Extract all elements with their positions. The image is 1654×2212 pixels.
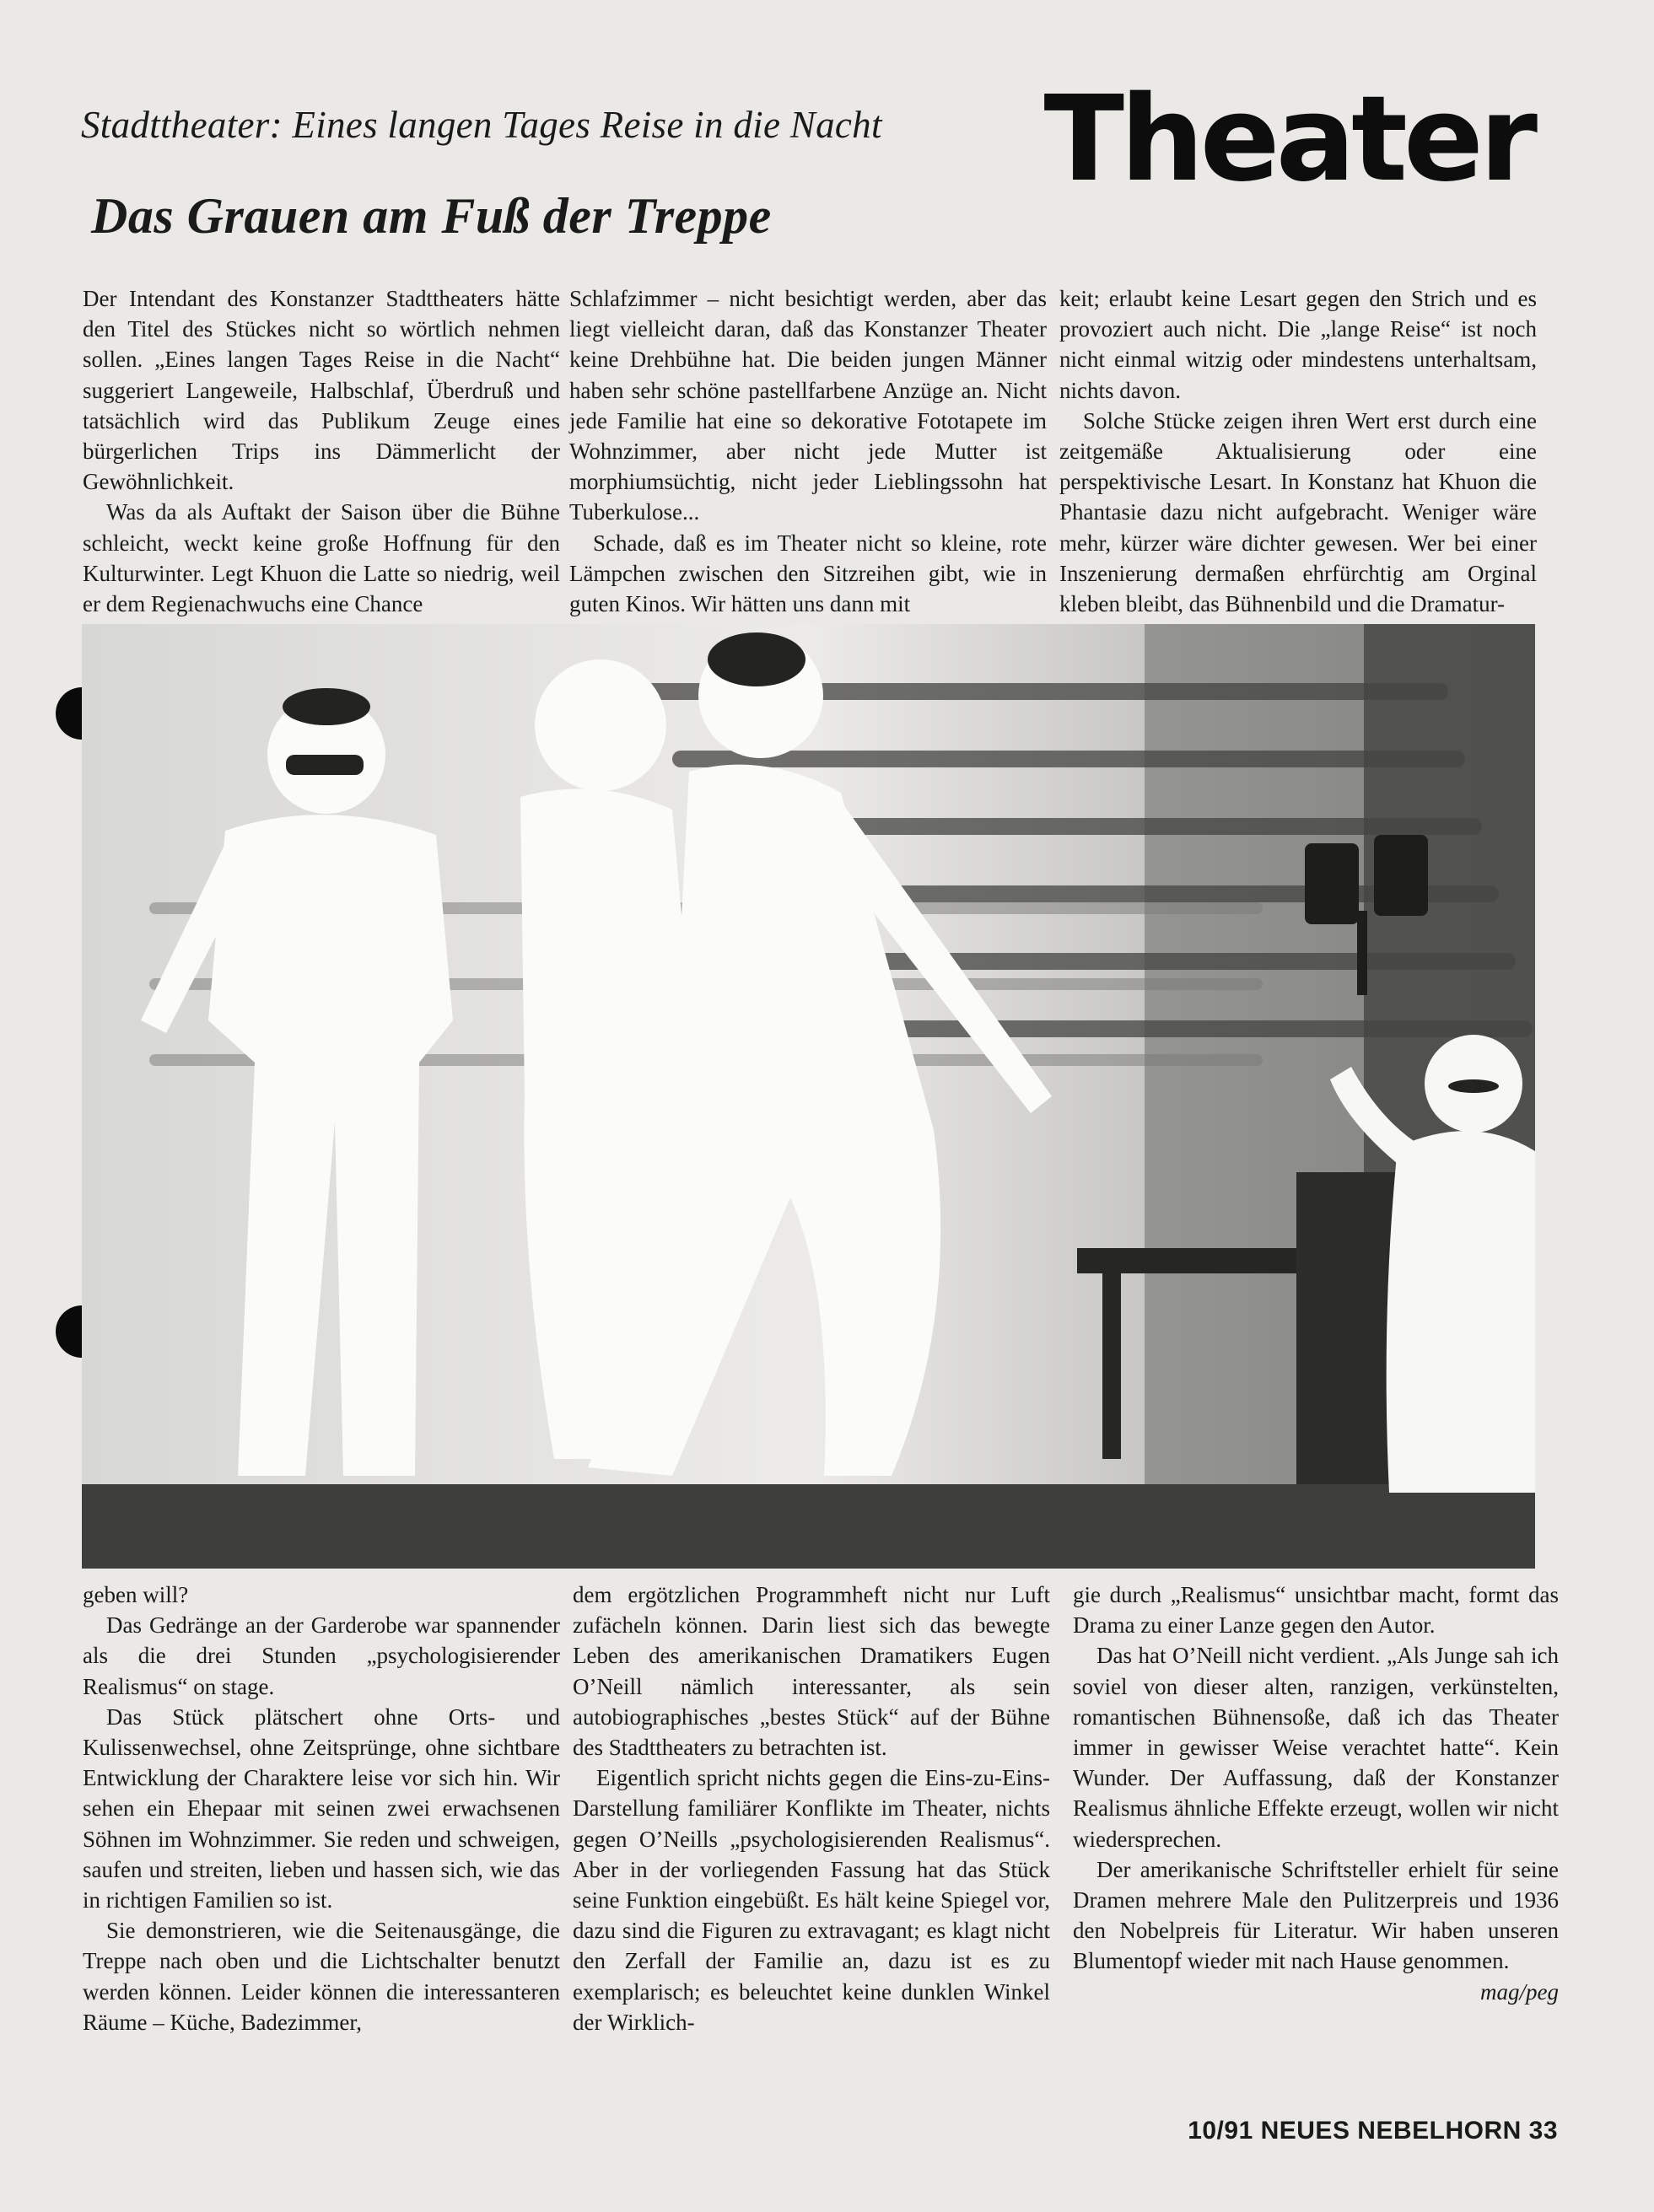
headline: Das Grauen am Fuß der Treppe xyxy=(91,188,772,244)
paragraph: dem ergötzlichen Programmheft nicht nur Luft zufächeln können. Darin liest sich das bewegte Leben des amerikanischen Dramatikers Eugen O’Neill nämlich interessanter, als sein autobiographisches „bestes Stück“ auf der Bühne des Stadttheaters zu betrachten ist. xyxy=(573,1582,1050,1761)
paragraph: Das Gedränge an der Garderobe war spannender als die drei Stunden „psychologisierender Realismus“ on stage. xyxy=(83,1612,560,1699)
text-column-bottom-middle xyxy=(573,1580,1050,2037)
paragraph xyxy=(1073,1854,1559,2005)
paragraph: keit; erlaubt keine Lesart gegen den Strich und es provoziert auch nicht. Die „lange Reise“ ist noch nicht einmal witzig oder mindestens unterhaltsam, nichts davon. xyxy=(1059,286,1537,403)
paragraph: Das hat O’Neill nicht verdient. „Als Junge sah ich soviel von dieser alten, ranzigen, verkünstelten, romantischen Bühnensoße, daß ich das Theater immer in gewisser Weise verachtet hatte“. Kein Wunder. Der Auffassung, daß der Konstanzer Realismus ähnliche Effekte erzeugt, wollen wir nicht wiedersprechen. xyxy=(1073,1643,1559,1852)
stage-photo xyxy=(82,624,1535,1569)
author-signature: mag/peg xyxy=(1480,1978,1559,2005)
paragraph: Solche Stücke zeigen ihren Wert erst durch eine zeitgemäße Aktualisierung oder eine perspektivische Lesart. In Konstanz hat Khuon die Phantasie dazu nicht aufgebracht. Weniger wäre mehr, kürzer wäre dichter gewesen. Wer bei einer Inszenierung dermaßen ehrfürchtig am Orginal kleben bleibt, das Bühnenbild und die Dramatur- xyxy=(1059,407,1537,617)
paragraph: Was da als Auftakt der Saison über die Bühne schleicht, weckt keine große Hoffnung für den Kulturwinter. Legt Khuon die Latte so niedrig, weil er dem Regienachwuchs eine Chance xyxy=(83,499,560,617)
text-column-top-left xyxy=(83,283,560,619)
paragraph: Das Stück plätschert ohne Orts- und Kulissenwechsel, ohne Zeitsprünge, ohne sichtbare Entwicklung der Charaktere leise vor sich hin. Wir sehen ein Ehepaar mit seinen zwei erwachsenen Söhnen im Wohnzimmer. Sie reden und schweigen, saufen und streiten, lieben und hassen sich, wie das in richtigen Familien so ist. xyxy=(83,1703,560,1913)
paragraph: geben will? xyxy=(83,1582,189,1607)
paragraph-text: Der amerikanische Schriftsteller erhielt für seine Dramen mehrere Male den Pulitzerpreis und 1936 den Nobelpreis für Literatur. Wir haben unseren Blumentopf wieder mit nach Hause genommen. xyxy=(1073,1856,1559,1974)
kicker-line: Stadttheater: Eines langen Tages Reise in die Nacht xyxy=(81,104,882,146)
paragraph: Schlafzimmer – nicht besichtigt werden, aber das liegt vielleicht daran, daß das Konstanzer Theater keine Drehbühne hat. Die beiden jungen Männer haben sehr schöne pastellfarbene Anzüge an. Nicht jede Familie hat eine so dekorative Fototapete im Wohnzimmer, aber nicht jede Mutter ist morphiumsüchtig, nicht jeder Lieblingssohn hat Tuberkulose... xyxy=(569,286,1047,525)
paragraph: gie durch „Realismus“ unsichtbar macht, formt das Drama zu einer Lanze gegen den Autor. xyxy=(1073,1582,1559,1639)
issue-footer: 10/91 NEUES NEBELHORN 33 xyxy=(1188,2117,1558,2145)
stage-photo-illustration xyxy=(82,624,1535,1569)
paragraph: Sie demonstrieren, wie die Seitenausgänge, die Treppe nach oben und die Lichtschalter benutzt werden können. Leider können die interessanteren Räume – Küche, Badezimmer, xyxy=(83,1918,560,2035)
paragraph: Eigentlich spricht nichts gegen die Eins-zu-Eins-Darstellung familiärer Konflikte im Theater, nichts gegen O’Neills „psychologisierenden Realismus“. Aber in der vorliegenden Fassung hat das Stück seine Funktion eingebüßt. Es hält keine Spiegel vor, dazu sind die Figuren zu extravagant; es klagt nicht den Zerfall der Familie an, dazu ist es zu exemplarisch; es beleuchtet keine dunklen Winkel der Wirklich- xyxy=(573,1765,1050,2035)
paragraph: Der Intendant des Konstanzer Stadttheaters hätte den Titel des Stückes nicht so wörtlich nehmen sollen. „Eines langen Tages Reise in die Nacht“ suggeriert Langeweile, Halbschlaf, Überdruß und tatsächlich wird das Publikum Zeuge eines bürgerlichen Trips ins Dämmerlicht der Gewöhnlichkeit. xyxy=(83,286,560,495)
text-column-bottom-left xyxy=(83,1580,560,2037)
section-rubric: Theater xyxy=(1043,71,1533,208)
paragraph: Schade, daß es im Theater nicht so kleine, rote Lämpchen zwischen den Sitzreihen gibt, wie in guten Kinos. Wir hätten uns dann mit xyxy=(569,530,1047,617)
text-column-bottom-right xyxy=(1073,1580,1559,2007)
text-column-top-middle xyxy=(569,283,1047,619)
text-column-top-right xyxy=(1059,283,1537,619)
